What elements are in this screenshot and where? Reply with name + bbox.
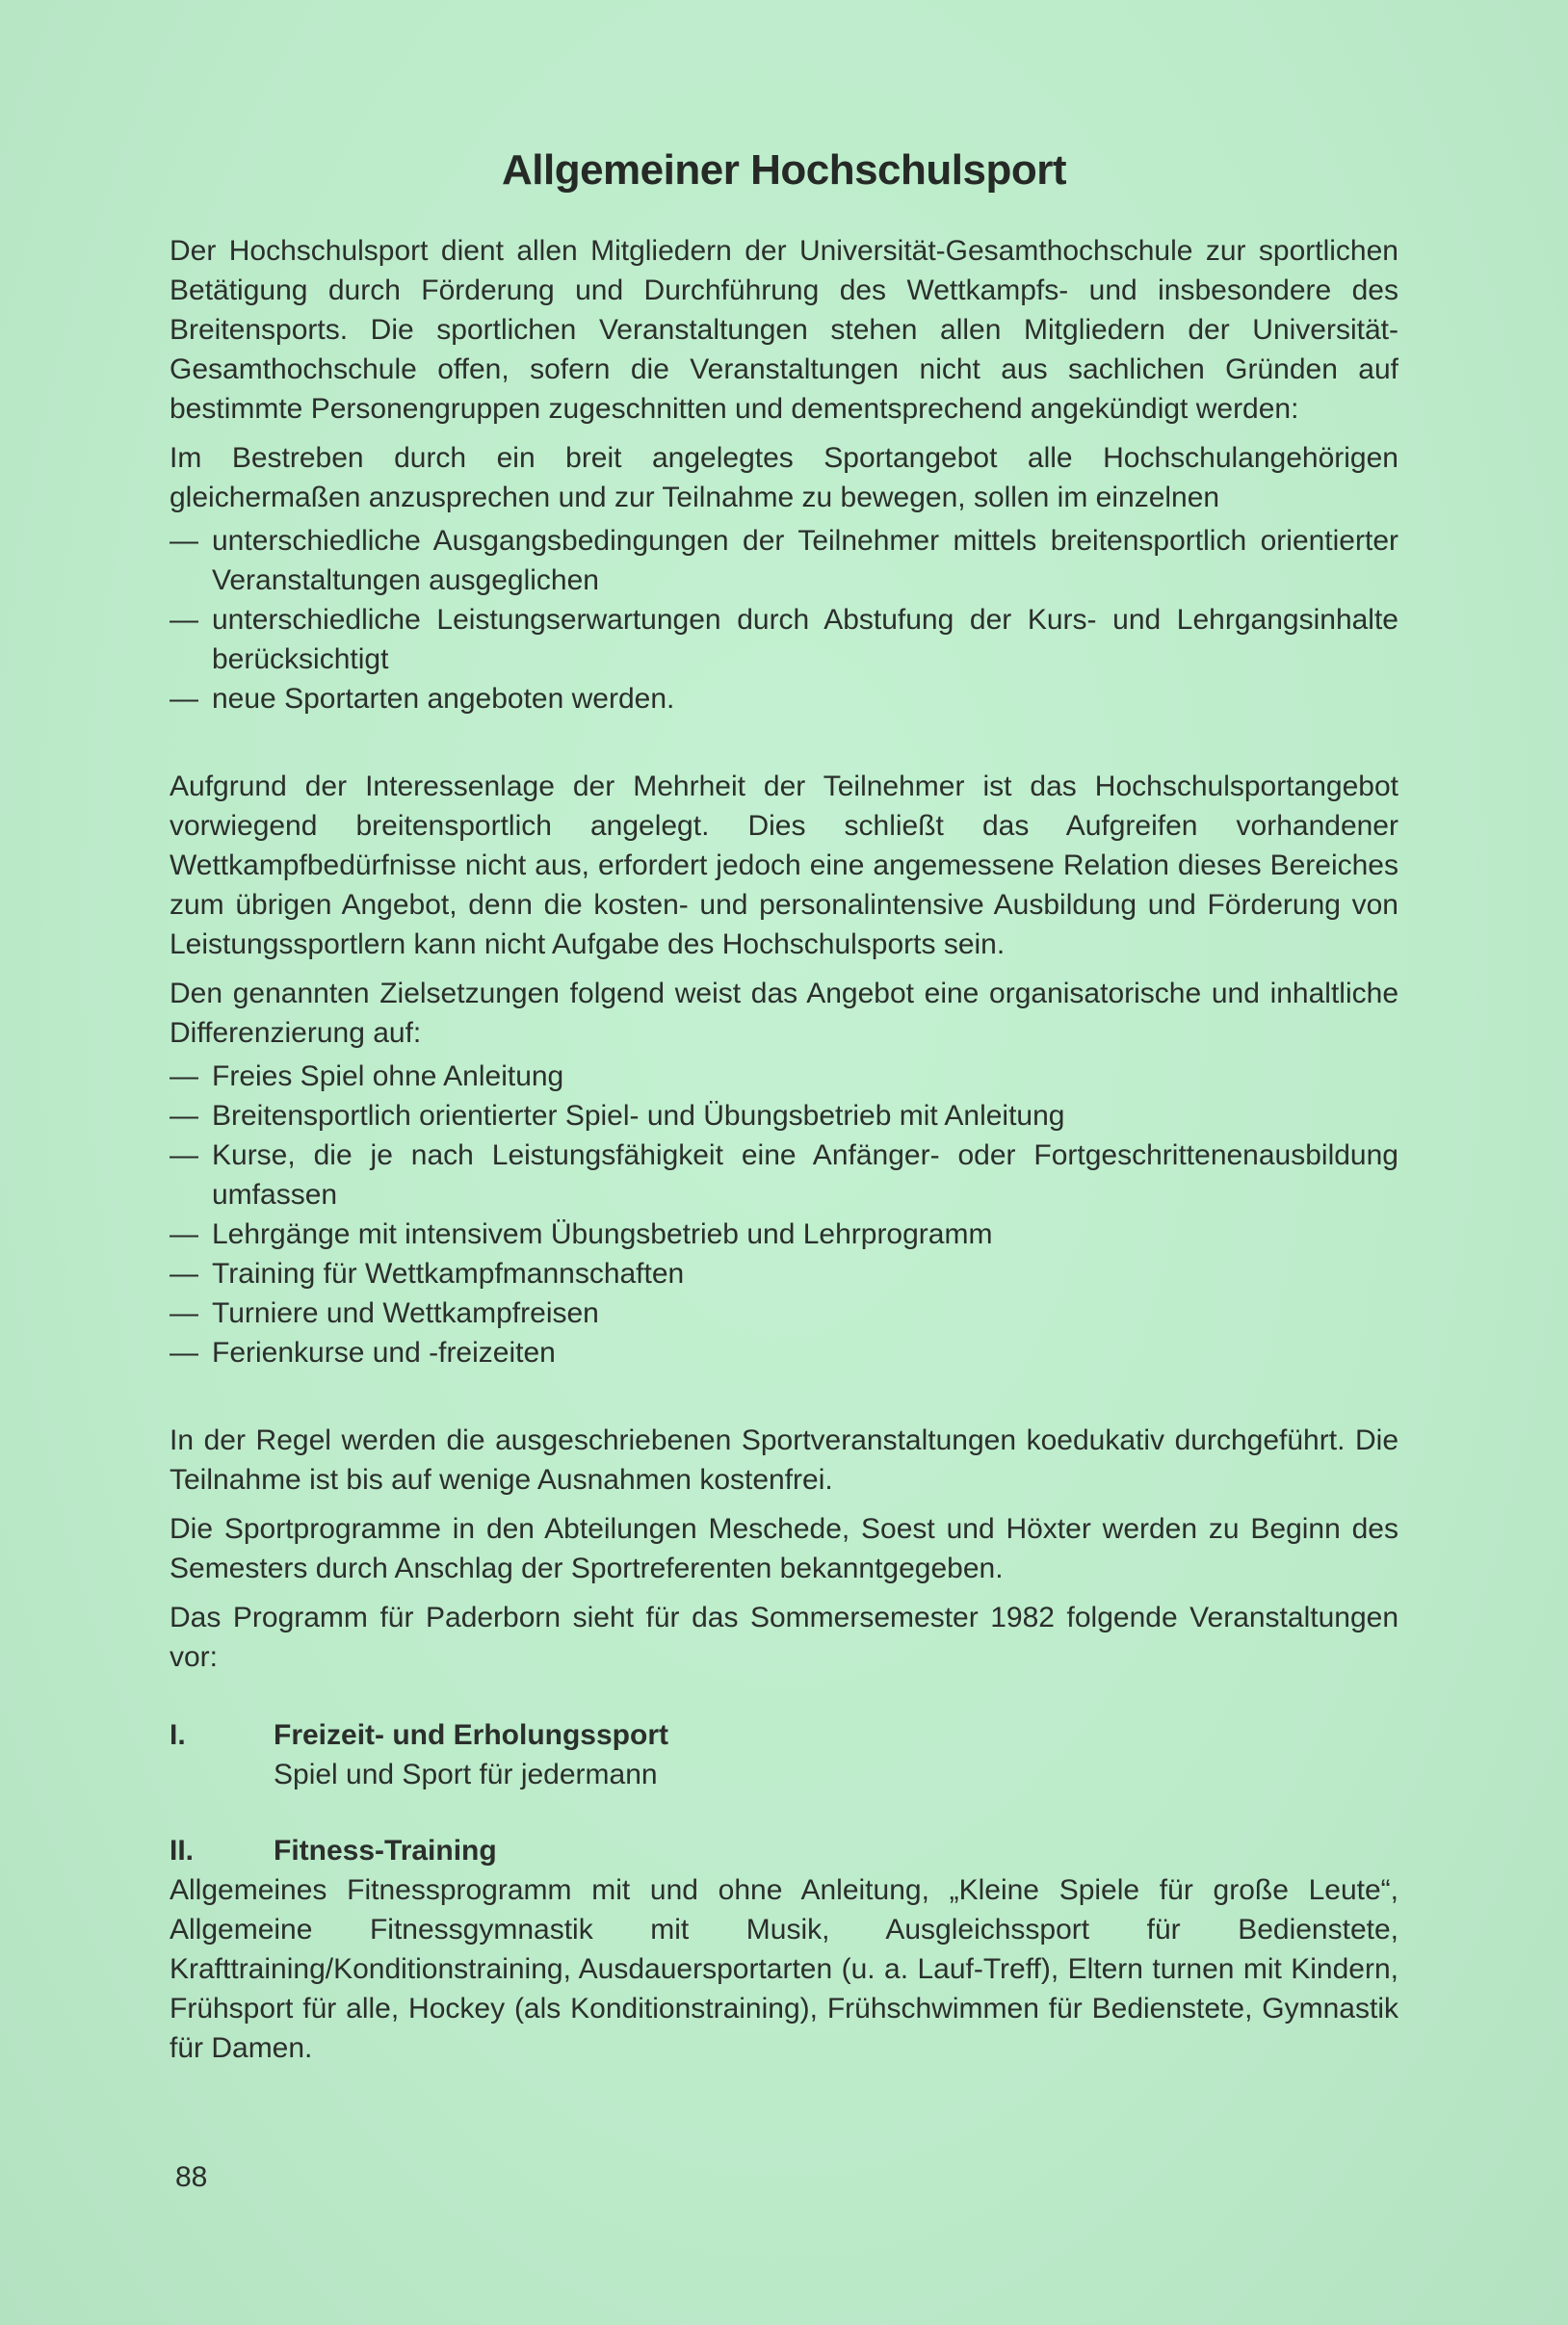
list-item: — unterschiedliche Leistungserwartungen durch Abstufung der Kurs- und Lehrgangsinhalte berücksichtigt xyxy=(170,600,1398,679)
page-number: 88 xyxy=(175,2161,208,2193)
list-item: — Turniere und Wettkampfreisen xyxy=(170,1293,1398,1333)
paragraph-aim: Im Bestreben durch ein breit angelegtes Sportangebot alle Hochschulangehörigen gleichermaßen anzusprechen und zur Teilnahme zu bewegen, sollen im einzelnen xyxy=(170,442,1398,513)
section-number: II. xyxy=(170,1835,195,1867)
list-item: — Ferienkurse und -freizeiten xyxy=(170,1333,1398,1372)
section-title: Fitness-Training xyxy=(274,1835,497,1867)
list-item: — Lehrgänge mit intensivem Übungsbetrieb und Lehrprogramm xyxy=(170,1215,1398,1254)
paragraph-program: Das Programm für Paderborn sieht für das Sommersemester 1982 folgende Veranstaltungen vor: xyxy=(170,1602,1398,1673)
list-item: — unterschiedliche Ausgangsbedingungen der Teilnehmer mittels breitensportlich orientierter Veranstaltungen ausgeglichen xyxy=(170,521,1398,600)
paragraph-coeducation: In der Regel werden die ausgeschriebenen Sportveranstaltungen koedukativ durchgeführt. Die Teilnahme ist bis auf wenige Ausnahmen kostenfrei. xyxy=(170,1424,1398,1496)
paragraph-departments: Die Sportprogramme in den Abteilungen Meschede, Soest und Höxter werden zu Beginn des Semesters durch Anschlag der Sportreferenten bekanntgegeben. xyxy=(170,1513,1398,1584)
section-text: Spiel und Sport für jedermann xyxy=(274,1759,658,1790)
paragraph-interests: Aufgrund der Interessenlage der Mehrheit der Teilnehmer ist das Hochschulsportangebot vorwiegend breitensportlich angelegt. Dies schließt das Aufgreifen vorhandener Wettkampfbedürfnisse nicht aus, erfordert jedoch eine angemessene Relation dieses Bereiches zum übrigen Angebot, denn die kosten- und personalintensive Ausbildung und Förderung von Leistungssportlern kann nicht Aufgabe des Hochschulsports sein. xyxy=(170,771,1398,960)
list-item: — Training für Wettkampfmannschaften xyxy=(170,1254,1398,1293)
page-body xyxy=(170,231,1398,2077)
section-title: Freizeit- und Erholungssport xyxy=(274,1719,668,1751)
list-item: — Freies Spiel ohne Anleitung xyxy=(170,1057,1398,1096)
aims-list xyxy=(170,521,1398,718)
paragraph-intro: Der Hochschulsport dient allen Mitgliedern der Universität-Gesamthochschule zur sportlichen Betätigung durch Förderung und Durchführung des Wettkampfs- und insbesondere des Breitensports. Die sportlichen Veranstaltungen stehen allen Mitgliedern der Universität-Gesamthochschule offen, sofern die Veranstaltungen nicht aus sachlichen Gründen auf bestimmte Personengruppen zugeschnitten und dementsprechend angekündigt werden: xyxy=(170,235,1398,425)
page-title: Allgemeiner Hochschulsport xyxy=(501,146,1066,194)
section-number: I. xyxy=(170,1719,186,1751)
list-item: — Kurse, die je nach Leistungsfähigkeit eine Anfänger- oder Fortgeschrittenenausbildung umfassen xyxy=(170,1136,1398,1215)
section-heading-2 xyxy=(170,1831,1398,1870)
offer-list xyxy=(170,1057,1398,1372)
section-heading-1 xyxy=(170,1715,1398,1755)
list-item: — Breitensportlich orientierter Spiel- und Übungsbetrieb mit Anleitung xyxy=(170,1096,1398,1136)
paragraph-differentiation: Den genannten Zielsetzungen folgend weist das Angebot eine organisatorische und inhaltliche Differenzierung auf: xyxy=(170,978,1398,1049)
section-text: Allgemeines Fitnessprogramm mit und ohne Anleitung, „Kleine Spiele für große Leute“, Allgemeine Fitnessgymnastik mit Musik, Ausgleichssport für Bedienstete, Krafttraining/Konditionstraining, Ausdauersportarten (u. a. Lauf-Treff), Eltern turnen mit Kindern, Frühsport für alle, Hockey (als Konditionstraining), Frühschwimmen für Bedienstete, Gymnastik für Damen. xyxy=(170,1874,1398,2064)
list-item: — neue Sportarten angeboten werden. xyxy=(170,679,1398,718)
